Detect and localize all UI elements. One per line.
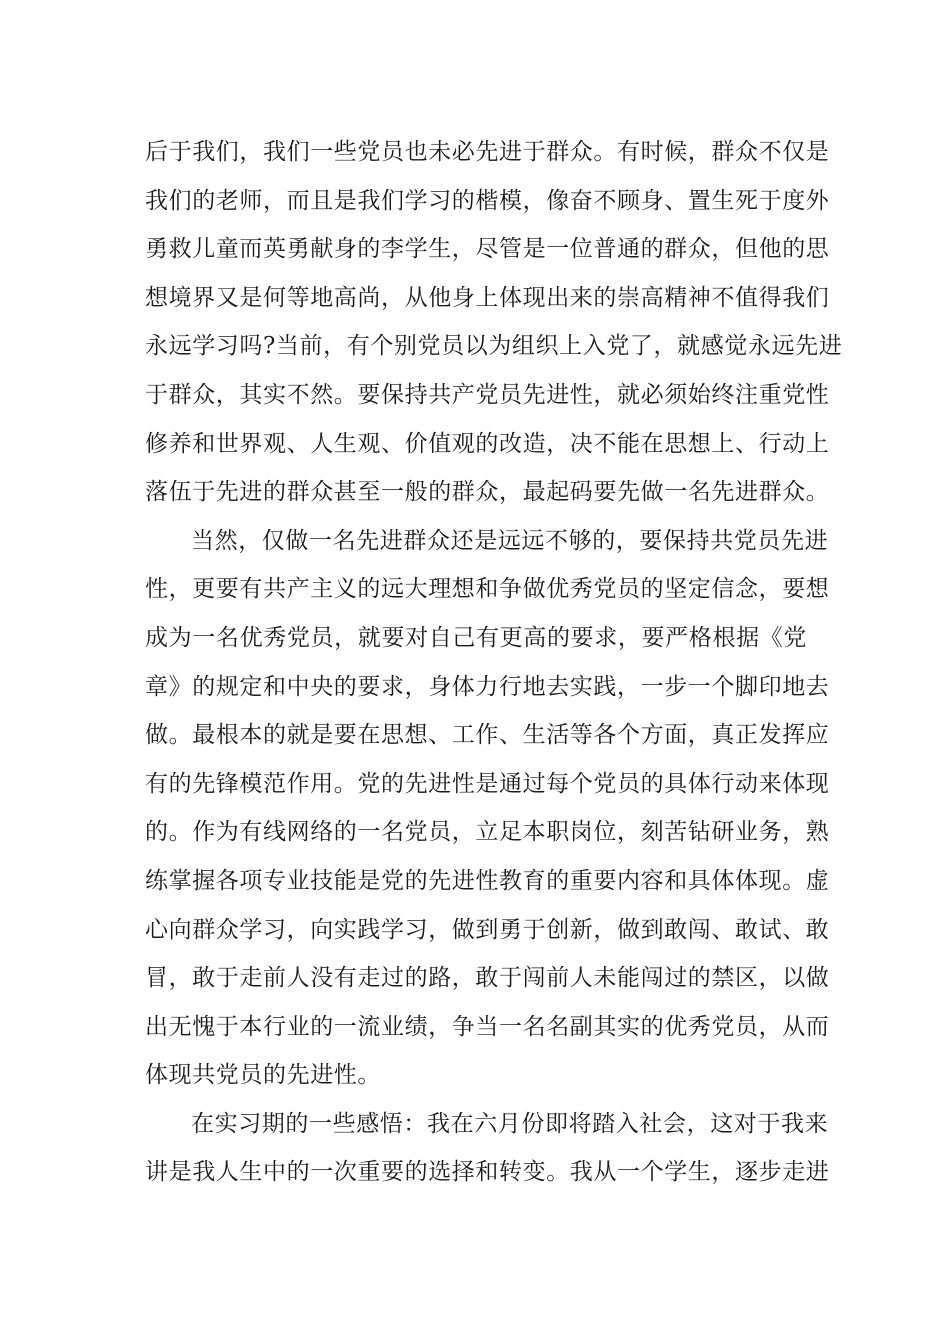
text-line: 成为一名优秀党员，就要对自己有更高的要求，要严格根据《党: [145, 624, 807, 651]
text-line: 体现共党员的先进性。: [145, 1062, 381, 1089]
text-line: 我们的老师，而且是我们学习的楷模，像奋不顾身、置生死于度外: [145, 187, 830, 214]
text-line: 章》的规定和中央的要求，身体力行地去实践，一步一个脚印地去: [145, 673, 830, 700]
text-line: 的。作为有线网络的一名党员，立足本职岗位，刻苦钻研业务，熟: [145, 819, 830, 846]
paragraph-3: [145, 1100, 830, 1197]
text-line: 想境界又是何等地高尚，从他身上体现出来的崇高精神不值得我们: [145, 284, 830, 311]
text-line: 冒，敢于走前人没有走过的路，敢于闯前人未能闯过的禁区，以做: [145, 965, 830, 992]
text-line: 落伍于先进的群众甚至一般的群众，最起码要先做一名先进群众。: [145, 479, 830, 506]
text-line: 当然，仅做一名先进群众还是远远不够的，要保持共党员先进: [191, 527, 829, 554]
paragraph-1: [145, 128, 843, 517]
text-line: 永远学习吗?当前，有个别党员以为组织上入党了，就感觉永远先进: [145, 333, 843, 360]
text-line: 做。最根本的就是要在思想、工作、生活等各个方面，真正发挥应: [145, 722, 830, 749]
text-line: 出无愧于本行业的一流业绩，争当一名名副其实的优秀党员，从而: [145, 1013, 830, 1040]
text-line: 后于我们，我们一些党员也未必先进于群众。有时候，群众不仅是: [145, 139, 830, 165]
text-line: 练掌握各项专业技能是党的先进性教育的重要内容和具体体现。虚: [145, 867, 830, 894]
text-line: 修养和世界观、人生观、价值观的改造，决不能在思想上、行动上: [145, 430, 830, 457]
text-line: 有的先锋模范作用。党的先进性是通过每个党员的具体行动来体现: [145, 770, 830, 797]
text-line: 勇救儿童而英勇献身的李学生，尽管是一位普通的群众，但他的思: [145, 236, 830, 263]
text-line: 性，更要有共产主义的远大理想和争做优秀党员的坚定信念，要想: [145, 576, 830, 603]
text-line: 讲是我人生中的一次重要的选择和转变。我从一个学生，逐步走进: [145, 1159, 830, 1186]
text-line: 心向群众学习，向实践学习，做到勇于创新，做到敢闯、敢试、敢: [145, 916, 830, 943]
text-line: 在实习期的一些感悟：我在六月份即将踏入社会，这对于我来: [191, 1110, 829, 1137]
document-body: [145, 128, 843, 1197]
text-line: 于群众，其实不然。要保持共产党员先进性，就必须始终注重党性: [145, 381, 830, 408]
paragraph-2: [145, 517, 830, 1100]
